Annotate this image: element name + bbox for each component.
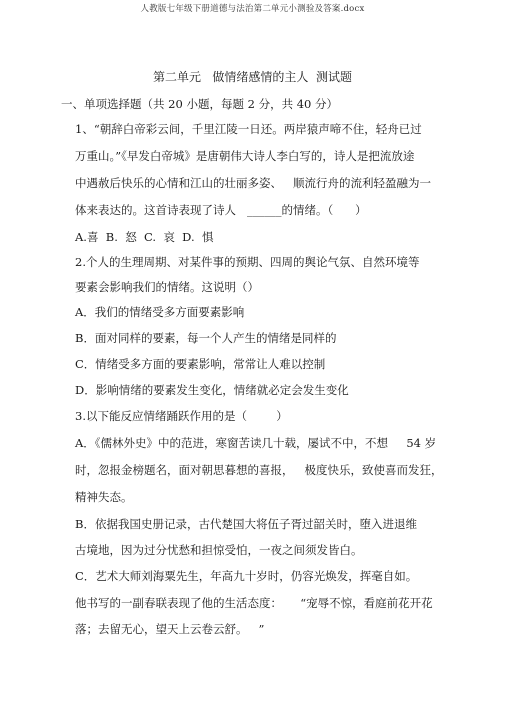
question-3-option-c-line-3: 落；去留无心，望天上云卷云舒。 ” bbox=[75, 622, 265, 636]
question-2-line-1: 2.个人的生理周期、对某件事的预期、四周的舆论气氛、自然环境等 bbox=[75, 255, 420, 269]
question-2-option-b: B．面对同样的要素，每一个人产生的情绪是同样的 bbox=[75, 331, 337, 345]
question-1-line-4: 体来表达的。这首诗表现了诗人 ______的情绪。（ ） bbox=[75, 203, 367, 217]
question-3-option-a-line-2: 时，忽报金榜题名，面对朝思暮想的喜报， 极度快乐，致使喜而发狂， bbox=[75, 463, 443, 477]
document-header: 人教版七年级下册道德与法治第二单元小测验及答案.docx bbox=[140, 4, 365, 14]
question-3-option-b-line-1: B．依据我国史册记录，古代楚国大将伍子胥过韶关时，堕入进退维 bbox=[75, 517, 417, 531]
question-1-options: A.喜 B. 怒 C. 哀 D. 惧 bbox=[75, 230, 214, 244]
question-2-option-d: D．影响情绪的要素发生变化，情绪就必定会发生变化 bbox=[75, 383, 349, 397]
section-heading: 一、单项选择题（共 20 小题，每题 2 分，共 40 分） bbox=[61, 97, 339, 111]
page-title: 第二单元 做情绪感情的主人 测试题 bbox=[152, 70, 353, 84]
question-1-line-3: 中遇赦后快乐的心情和江山的壮丽多姿、 顺流行舟的流利轻盈融为一 bbox=[75, 176, 431, 190]
question-3-option-a-line-3: 精神失态。 bbox=[75, 490, 133, 504]
question-3-option-c-line-2: 他书写的一副春联表现了他的生活态度： “宠辱不惊，看庭前花开花 bbox=[75, 596, 433, 610]
question-3-option-c-line-1: C．艺术大师刘海粟先生，年高九十岁时，仍容光焕发，挥毫自如。 bbox=[75, 569, 418, 583]
question-2-option-a: A．我们的情绪受多方面要素影响 bbox=[75, 305, 245, 319]
question-1-line-1: 1、“朝辞白帝彩云间，千里江陵一日还。两岸猿声啼不住，轻舟已过 bbox=[75, 122, 422, 136]
question-2-option-c: C．情绪受多方面的要素影响，常常让人难以控制 bbox=[75, 357, 326, 371]
question-1-line-2: 万重山。”《早发白帝城》是唐朝伟大诗人李白写的，诗人是把流放途 bbox=[75, 149, 415, 163]
question-2-line-2: 要素会影响我们的情绪。这说明（） bbox=[75, 280, 259, 294]
question-3-option-b-line-2: 古境地，因为过分忧愁和担惊受怕，一夜之间须发皆白。 bbox=[75, 543, 363, 557]
question-3-option-a-line-1: A．《儒林外史》中的范进，寒窗苦读几十载，屡试不中，不想 54 岁 bbox=[75, 436, 437, 450]
question-3-line-1: 3.以下能反应情绪踊跃作用的是（ ） bbox=[75, 409, 288, 423]
